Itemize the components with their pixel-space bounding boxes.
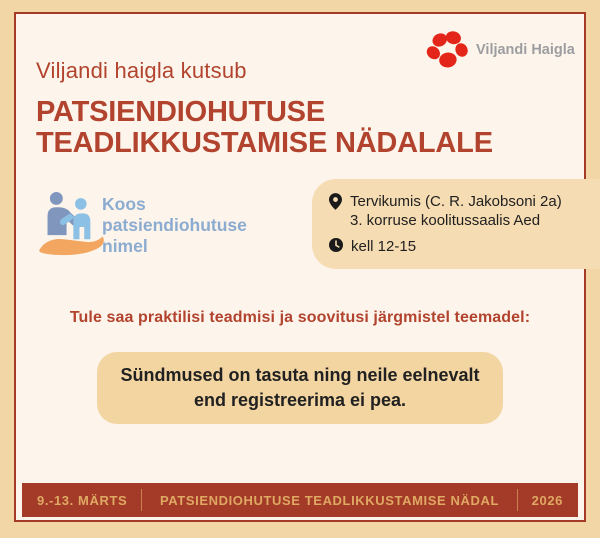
footer-year: 2026 [531, 492, 563, 508]
kicker-text: Viljandi haigla kutsub [36, 58, 247, 83]
location-text [350, 192, 562, 230]
footer-dates: 9.-13. MÄRTS [37, 492, 128, 508]
campaign-text-line-2: patsiendiohutuse [102, 215, 247, 235]
campaign-text-line-3: nimel [102, 236, 148, 256]
location-line-1: Tervikumis (C. R. Jakobsoni 2a) [350, 193, 562, 210]
campaign-logo-text [102, 194, 247, 257]
campaign-text-line-1: Koos [102, 194, 146, 214]
lead-text: Tule saa praktilisi teadmisi ja soovitusi järgmistel teemadel: [69, 309, 531, 326]
page-title [36, 97, 576, 159]
time-row [329, 237, 592, 256]
footer-label: PATSIENDIOHUTUSE TEADLIKKUSTAMISE NÄDAL [159, 492, 499, 508]
location-line-2: 3. korruse koolitussaalis Aed [350, 212, 541, 229]
time-text: kell 12-15 [351, 238, 417, 255]
event-info-box [312, 179, 600, 269]
map-pin-icon [329, 193, 342, 210]
note-line-1: Sündmused on tasuta ning neile eelnevalt [120, 365, 480, 385]
location-row [329, 192, 592, 230]
people-and-hand-icon [38, 190, 106, 264]
clock-icon [329, 238, 343, 252]
campaign-logo [38, 190, 247, 264]
footer-bar [22, 483, 578, 517]
note-line-2: end registreerima ei pea. [193, 390, 407, 410]
title-line-1: PATSIENDIOHUTUSE [36, 96, 325, 128]
note-box [97, 352, 503, 424]
title-line-2: TEADLIKKUSTAMISE NÄDALALE [36, 127, 493, 159]
hospital-name: Viljandi Haigla [476, 42, 575, 58]
flower-icon [425, 30, 469, 70]
hospital-logo [425, 29, 575, 71]
